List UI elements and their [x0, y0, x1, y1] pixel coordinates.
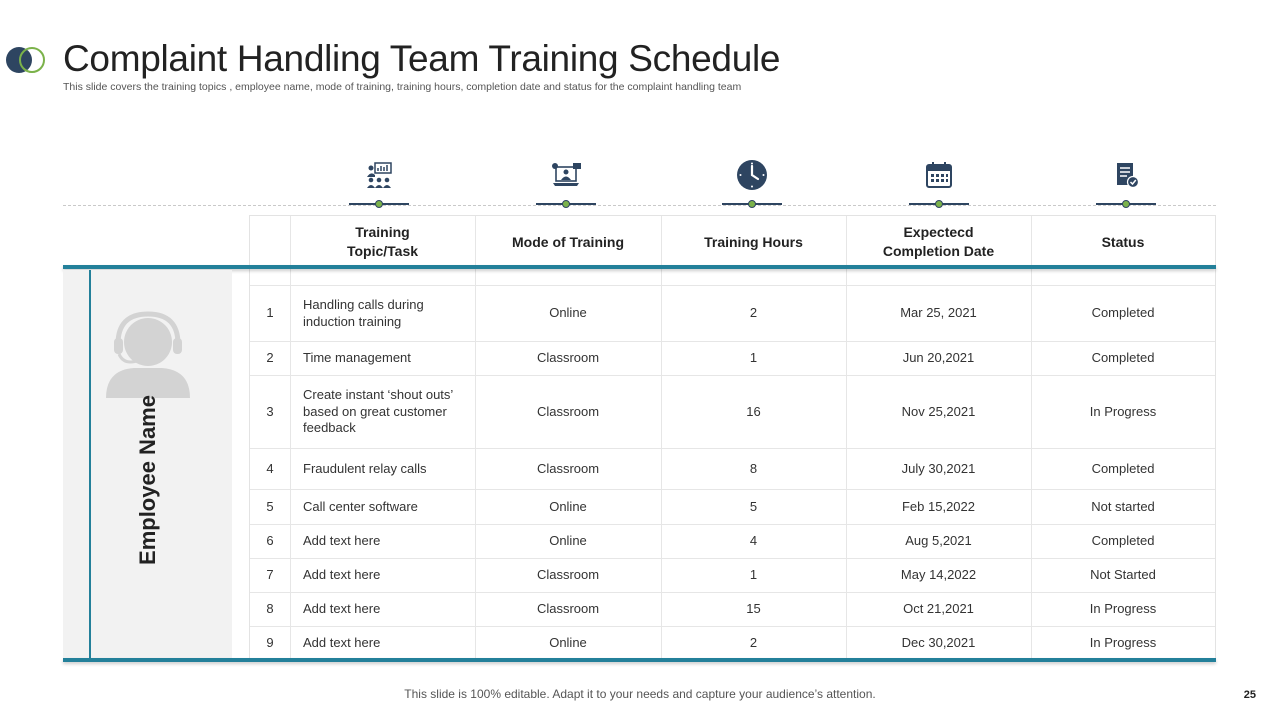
page-subtitle: This slide covers the training topics , employee name, mode of training, training hours, completion date and status for the complaint handling team	[63, 81, 742, 93]
cell-hours: 2	[749, 635, 758, 651]
table-row	[250, 448, 1215, 489]
cell-num: 4	[266, 460, 274, 476]
cell-num: 7	[266, 567, 274, 583]
cell-hours: 2	[749, 305, 758, 321]
cell-mode: Online	[549, 305, 587, 321]
cell-date: Dec 30,2021	[901, 635, 976, 651]
cell-num: 9	[266, 635, 274, 651]
cell-num: 3	[266, 403, 274, 419]
footer-note: This slide is 100% editable. Adapt it to your needs and capture your audience’s attention.	[404, 687, 876, 701]
logo-icon	[6, 45, 46, 75]
cell-status: In Progress	[1089, 601, 1157, 617]
cell-hours: 16	[746, 403, 761, 419]
cell-topic: Add text here	[303, 533, 381, 549]
cell-hours: 1	[749, 350, 758, 366]
online-training-icon	[536, 158, 596, 210]
cell-topic: Call center software	[303, 498, 418, 514]
cell-topic: Add text here	[303, 635, 381, 651]
cell-num: 6	[266, 533, 274, 549]
calendar-icon	[909, 158, 969, 210]
cell-date: Feb 15,2022	[901, 498, 975, 514]
header-rule	[63, 265, 1216, 269]
page-number: 25	[1243, 689, 1256, 701]
cell-status: In Progress	[1089, 635, 1157, 651]
footer-rule	[63, 658, 1216, 662]
cell-status: Not started	[1091, 498, 1155, 514]
table-row	[250, 626, 1215, 660]
clock-icon	[722, 158, 782, 210]
cell-date: Nov 25,2021	[901, 403, 976, 419]
cell-topic: Time management	[303, 350, 411, 366]
cell-num: 8	[266, 601, 274, 617]
cell-num: 1	[266, 305, 274, 321]
cell-date: May 14,2022	[900, 567, 977, 583]
cell-date: Oct 21,2021	[903, 601, 974, 617]
employee-name-label: Employee Name	[135, 395, 160, 565]
page-title: Complaint Handling Team Training Schedule	[63, 38, 781, 79]
cell-hours: 1	[749, 567, 758, 583]
cell-topic: Add text here	[303, 567, 381, 583]
cell-hours: 5	[749, 498, 758, 514]
cell-mode: Online	[549, 635, 587, 651]
cell-num: 5	[266, 498, 274, 514]
cell-topic: Handling calls during induction training	[303, 297, 424, 329]
header-date: Expectecd Completion Date	[882, 224, 995, 259]
cell-mode: Classroom	[536, 567, 600, 583]
cell-status: In Progress	[1089, 403, 1157, 419]
cell-num: 2	[266, 350, 274, 366]
cell-mode: Classroom	[536, 350, 600, 366]
table-row	[250, 341, 1215, 375]
cell-hours: 8	[749, 460, 758, 476]
dashed-divider	[63, 205, 1216, 206]
cell-mode: Classroom	[536, 403, 600, 419]
checklist-icon	[1096, 158, 1156, 210]
table-row	[250, 489, 1215, 524]
header-mode: Mode of Training	[512, 233, 624, 250]
cell-mode: Classroom	[536, 460, 600, 476]
cell-mode: Online	[549, 498, 587, 514]
cell-status: Completed	[1091, 350, 1155, 366]
table-row	[250, 558, 1215, 592]
presentation-icon	[349, 158, 409, 210]
cell-hours: 4	[749, 533, 758, 549]
header-hours: Training Hours	[704, 233, 803, 250]
table-row	[250, 592, 1215, 626]
cell-date: July 30,2021	[901, 460, 976, 476]
header-topic: Training Topic/Task	[346, 224, 419, 259]
cell-topic: Add text here	[303, 601, 381, 617]
cell-topic: Create instant ‘shout outs’ based on great customer feedback	[303, 387, 453, 436]
cell-status: Completed	[1091, 533, 1155, 549]
cell-status: Completed	[1091, 460, 1155, 476]
cell-status: Completed	[1091, 305, 1155, 321]
cell-status: Not Started	[1090, 567, 1156, 583]
table-row	[250, 285, 1215, 341]
cell-mode: Online	[549, 533, 587, 549]
table-row	[250, 524, 1215, 558]
cell-mode: Classroom	[536, 601, 600, 617]
table-row	[250, 375, 1215, 448]
headset-avatar-icon	[104, 308, 192, 398]
cell-hours: 15	[746, 601, 761, 617]
cell-topic: Fraudulent relay calls	[303, 460, 427, 476]
cell-date: Mar 25, 2021	[900, 305, 977, 321]
cell-date: Aug 5,2021	[905, 533, 972, 549]
header-status: Status	[1101, 233, 1145, 250]
cell-date: Jun 20,2021	[902, 350, 975, 366]
